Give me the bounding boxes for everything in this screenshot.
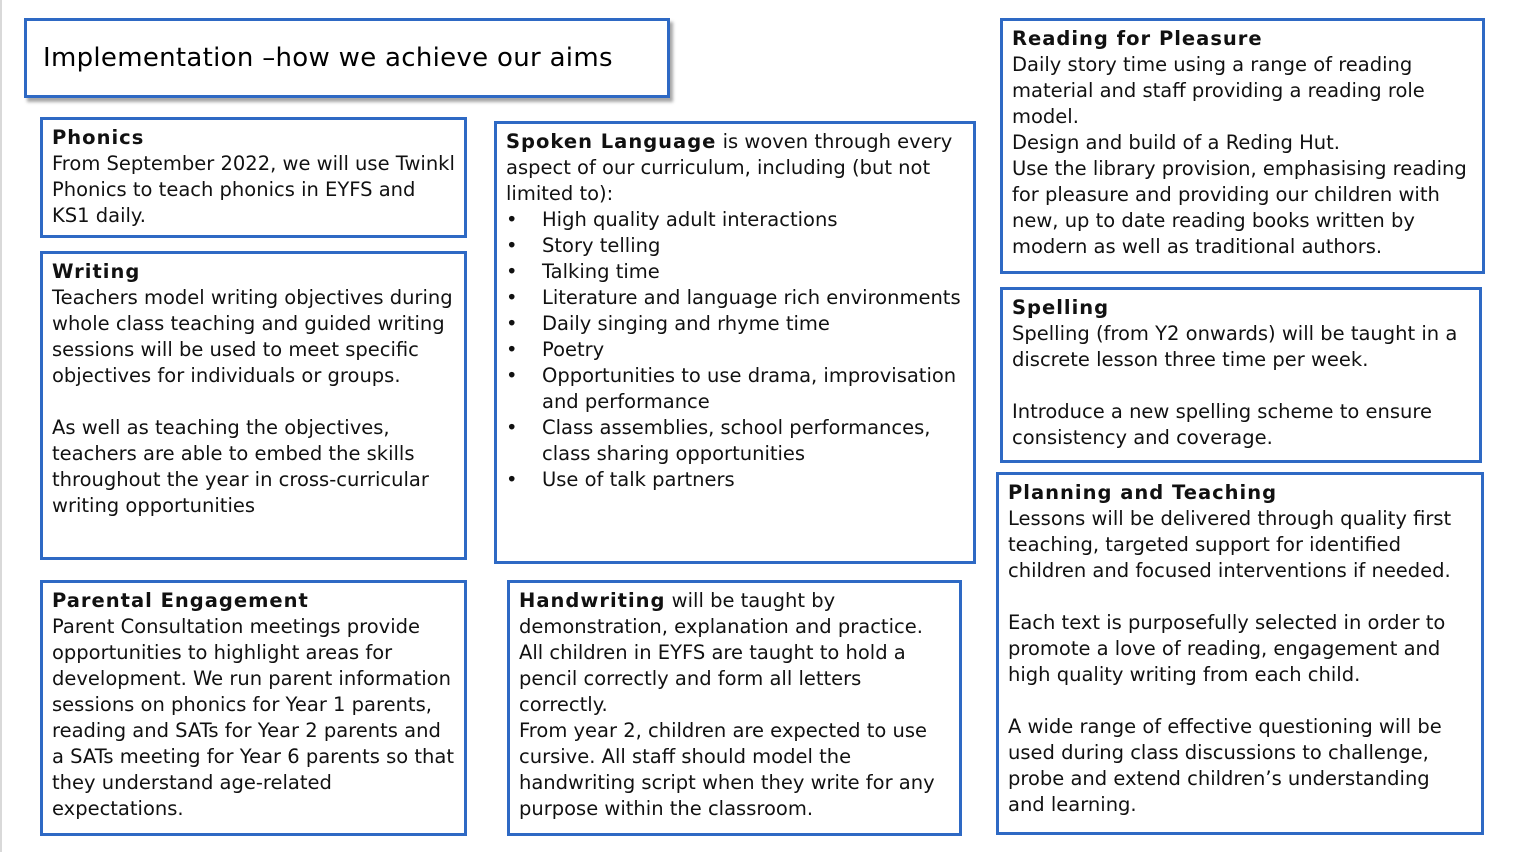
list-item [506, 207, 964, 233]
spoken-language-box [494, 121, 976, 564]
bullet: • [506, 312, 518, 335]
handwriting-intro [519, 588, 950, 640]
spoken-language-intro-text: is woven through every aspect of our curriculum, including (but not limited to): [506, 130, 953, 205]
slide-left-edge [0, 0, 2, 852]
planning-and-teaching-box [996, 472, 1484, 835]
writing-box [40, 251, 467, 560]
handwriting-heading: Handwriting [519, 589, 666, 612]
page-title: Implementation –how we achieve our aims [43, 43, 613, 73]
spelling-box [1000, 287, 1482, 463]
reading-paragraph: Design and build of a Reding Hut. [1012, 131, 1340, 154]
reading-paragraph: Daily story time using a range of reading material and staff providing a reading role model. [1012, 53, 1425, 128]
planning-paragraph: Each text is purposefully selected in order to promote a love of reading, engagement and high quality writing from each child. [1008, 611, 1446, 686]
writing-heading: Writing [52, 260, 141, 283]
handwriting-box [507, 580, 962, 836]
list-item-text: Poetry [542, 338, 605, 361]
list-item [506, 363, 964, 415]
phonics-box [40, 117, 467, 238]
list-item-text: Use of talk partners [542, 468, 735, 491]
list-item-text: High quality adult interactions [542, 208, 838, 231]
list-item-text: Opportunities to use drama, improvisation and performance [542, 364, 957, 413]
spelling-paragraph: Spelling (from Y2 onwards) will be taught in a discrete lesson three time per week. [1012, 322, 1458, 371]
bullet: • [506, 468, 518, 491]
reading-for-pleasure-heading: Reading for Pleasure [1012, 27, 1263, 50]
spelling-heading: Spelling [1012, 296, 1110, 319]
handwriting-paragraph: All children in EYFS are taught to hold a pencil correctly and form all letters correctly. [519, 641, 906, 716]
spoken-language-list [506, 207, 964, 493]
list-item [506, 467, 964, 493]
list-item-text: Literature and language rich environments [542, 286, 961, 309]
parental-engagement-text: Parent Consultation meetings provide opportunities to highlight areas for development. We run parent information sessions on phonics for Year 1 parents, reading and SATs for Year 2 parents and a SATs meeting for Year 6 parents so that they understand age-related expectations. [52, 615, 455, 820]
list-item-text: Daily singing and rhyme time [542, 312, 830, 335]
writing-paragraph: Teachers model writing objectives during whole class teaching and guided writing sessions will be used to meet specific objectives for individuals or groups. [52, 286, 453, 387]
bullet: • [506, 286, 518, 309]
reading-paragraph: Use the library provision, emphasising reading for pleasure and providing our children with new, up to date reading books written by modern as well as traditional authors. [1012, 157, 1467, 258]
list-item-text: Story telling [542, 234, 661, 257]
list-item-text: Class assemblies, school performances, class sharing opportunities [542, 416, 931, 465]
parental-engagement-heading: Parental Engagement [52, 589, 309, 612]
bullet: • [506, 234, 518, 257]
title-box [24, 18, 670, 98]
planning-and-teaching-heading: Planning and Teaching [1008, 481, 1278, 504]
list-item [506, 311, 964, 337]
bullet: • [506, 208, 518, 231]
writing-paragraph: As well as teaching the objectives, teachers are able to embed the skills throughout the year in cross-curricular writing opportunities [52, 416, 429, 517]
reading-for-pleasure-box [1000, 18, 1485, 274]
list-item [506, 337, 964, 363]
bullet: • [506, 416, 518, 439]
planning-paragraph: Lessons will be delivered through quality first teaching, targeted support for identified children and focused interventions if needed. [1008, 507, 1452, 582]
list-item [506, 415, 964, 467]
spelling-paragraph: Introduce a new spelling scheme to ensure consistency and coverage. [1012, 400, 1432, 449]
spoken-language-heading: Spoken Language [506, 130, 717, 153]
bullet: • [506, 364, 518, 387]
bullet: • [506, 338, 518, 361]
phonics-heading: Phonics [52, 126, 145, 149]
list-item [506, 259, 964, 285]
spoken-language-intro [506, 129, 964, 207]
list-item [506, 233, 964, 259]
handwriting-intro-text: will be taught by demonstration, explanation and practice. [519, 589, 923, 638]
handwriting-paragraph: From year 2, children are expected to use cursive. All staff should model the handwriting script when they write for any purpose within the classroom. [519, 719, 935, 820]
planning-paragraph: A wide range of effective questioning will be used during class discussions to challenge, probe and extend children’s understanding and learning. [1008, 715, 1442, 816]
phonics-text: From September 2022, we will use Twinkl Phonics to teach phonics in EYFS and KS1 daily. [52, 152, 455, 227]
parental-engagement-box [40, 580, 467, 836]
list-item-text: Talking time [542, 260, 660, 283]
list-item [506, 285, 964, 311]
bullet: • [506, 260, 518, 283]
